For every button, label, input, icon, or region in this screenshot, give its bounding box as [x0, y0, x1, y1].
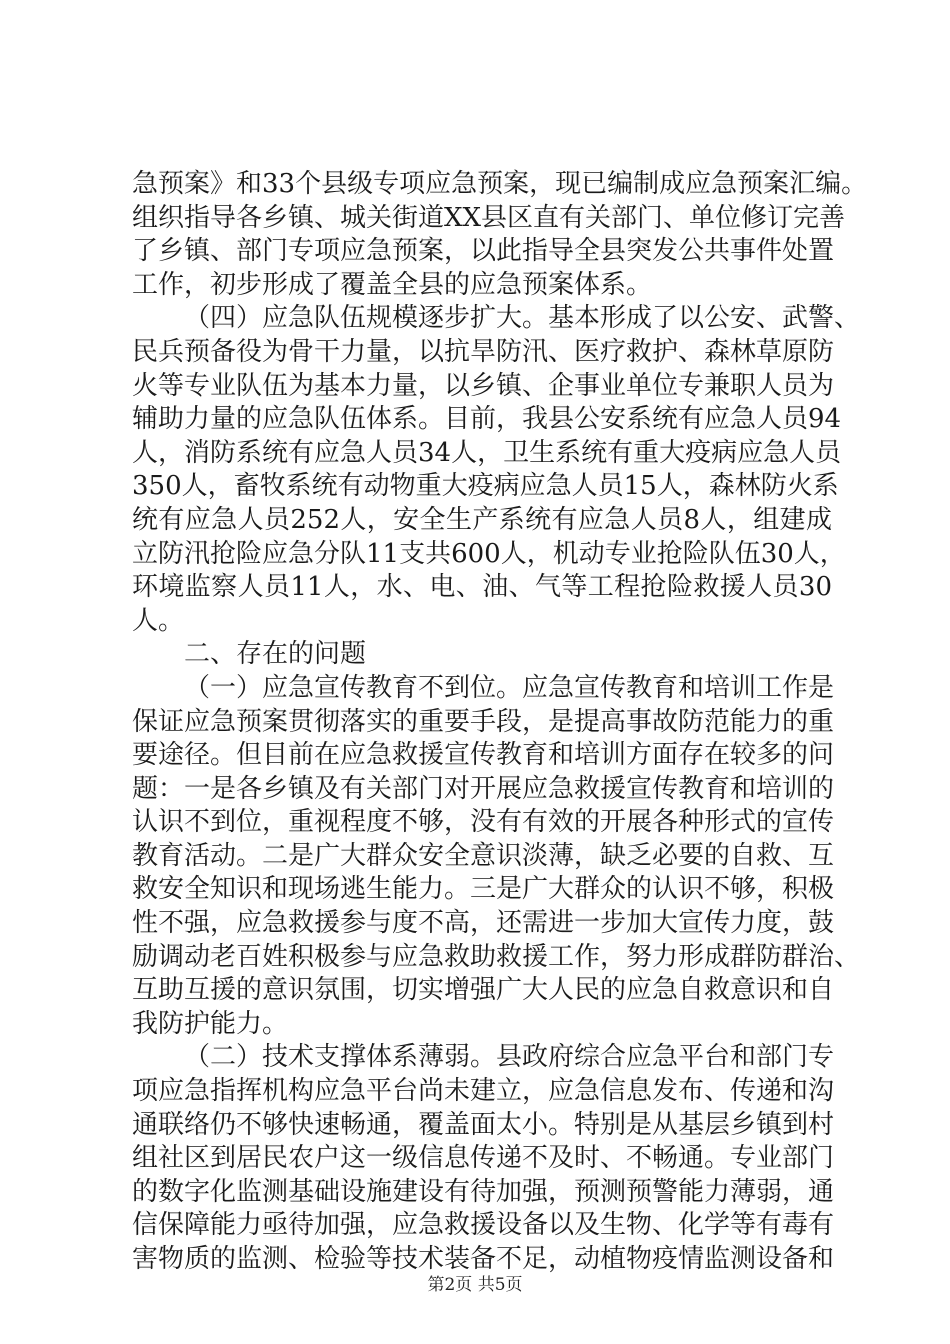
text-line: 人。	[132, 605, 185, 636]
text-line: 救安全知识和现场逃生能力。三是广大群众的认识不够，积极	[132, 874, 835, 905]
text-line: 统有应急人员252人，安全生产系统有应急人员8人，组建成	[132, 504, 832, 535]
text-line: 人，消防系统有应急人员34人，卫生系统有重大疫病应急人员	[132, 437, 842, 468]
text-line: 工作，初步形成了覆盖全县的应急预案体系。	[132, 269, 653, 300]
text-line: 害物质的监测、检验等技术装备不足，动植物疫情监测设备和	[132, 1244, 835, 1274]
text-line: 的数字化监测基础设施建设有待加强，预测预警能力薄弱，通	[132, 1176, 835, 1207]
text-line: 350人，畜牧系统有动物重大疫病应急人员15人，森林防火系	[132, 471, 839, 502]
section-heading	[132, 638, 832, 672]
text-line: 项应急指挥机构应急平台尚未建立，应急信息发布、传递和沟	[132, 1076, 835, 1107]
text-line: 辅助力量的应急队伍体系。目前，我县公安系统有应急人员94	[132, 404, 842, 435]
text-line: 了乡镇、部门专项应急预案，以此指导全县突发公共事件处置	[132, 236, 835, 267]
text-line: 认识不到位，重视程度不够，没有有效的开展各种形式的宣传	[132, 807, 835, 838]
text-line: 民兵预备役为骨干力量，以抗旱防汛、医疗救护、森林草原防	[132, 336, 835, 367]
text-line: 急预案》和33个县级专项应急预案，现已编制成应急预案汇编。	[132, 169, 868, 199]
text-line: 组织指导各乡镇、城关街道XX县区直有关部门、单位修订完善	[132, 202, 846, 233]
text-line: 立防汛抢险应急分队11支共600人，机动专业抢险队伍30人，	[132, 538, 846, 569]
text-line: 励调动老百姓积极参与应急救助救援工作，努力形成群防群治、	[132, 941, 861, 972]
text-line: （一）应急宣传教育不到位。应急宣传教育和培训工作是	[184, 672, 835, 703]
paragraph	[132, 302, 861, 638]
text-line: 火等专业队伍为基本力量，以乡镇、企事业单位专兼职人员为	[132, 370, 835, 401]
text-line: 要途径。但目前在应急救援宣传教育和培训方面存在较多的问	[132, 740, 835, 771]
text-line: 通联络仍不够快速畅通，覆盖面太小。特别是从基层乡镇到村	[132, 1109, 835, 1140]
text-line: 组社区到居民农户这一级信息传递不及时、不畅通。专业部门	[132, 1143, 835, 1174]
text-line: 题：一是各乡镇及有关部门对开展应急救援宣传教育和培训的	[132, 773, 835, 804]
text-line: 环境监察人员11人，水、电、油、气等工程抢险救援人员30	[132, 572, 832, 603]
text-line: 互助互援的意识氛围，切实增强广大人民的应急自救意识和自	[132, 975, 835, 1006]
text-line: 二、存在的问题	[184, 639, 367, 670]
paragraph	[132, 1041, 835, 1276]
text-line: 性不强，应急救援参与度不高，还需进一步加大宣传力度，鼓	[132, 908, 835, 939]
document-body	[132, 168, 868, 1277]
text-line: 信保障能力亟待加强，应急救援设备以及生物、化学等有毒有	[132, 1210, 835, 1241]
text-line: 我防护能力。	[132, 1008, 289, 1039]
text-line: （二）技术支撑体系薄弱。县政府综合应急平台和部门专	[184, 1042, 835, 1073]
text-line: 保证应急预案贯彻落实的重要手段，是提高事故防范能力的重	[132, 706, 835, 737]
text-line: （四）应急队伍规模逐步扩大。基本形成了以公安、武警、	[184, 303, 861, 334]
paragraph	[132, 168, 868, 302]
text-line: 教育活动。二是广大群众安全意识淡薄，缺乏必要的自救、互	[132, 840, 835, 871]
page-footer: 第2页 共5页	[427, 1275, 523, 1295]
paragraph	[132, 672, 861, 1042]
